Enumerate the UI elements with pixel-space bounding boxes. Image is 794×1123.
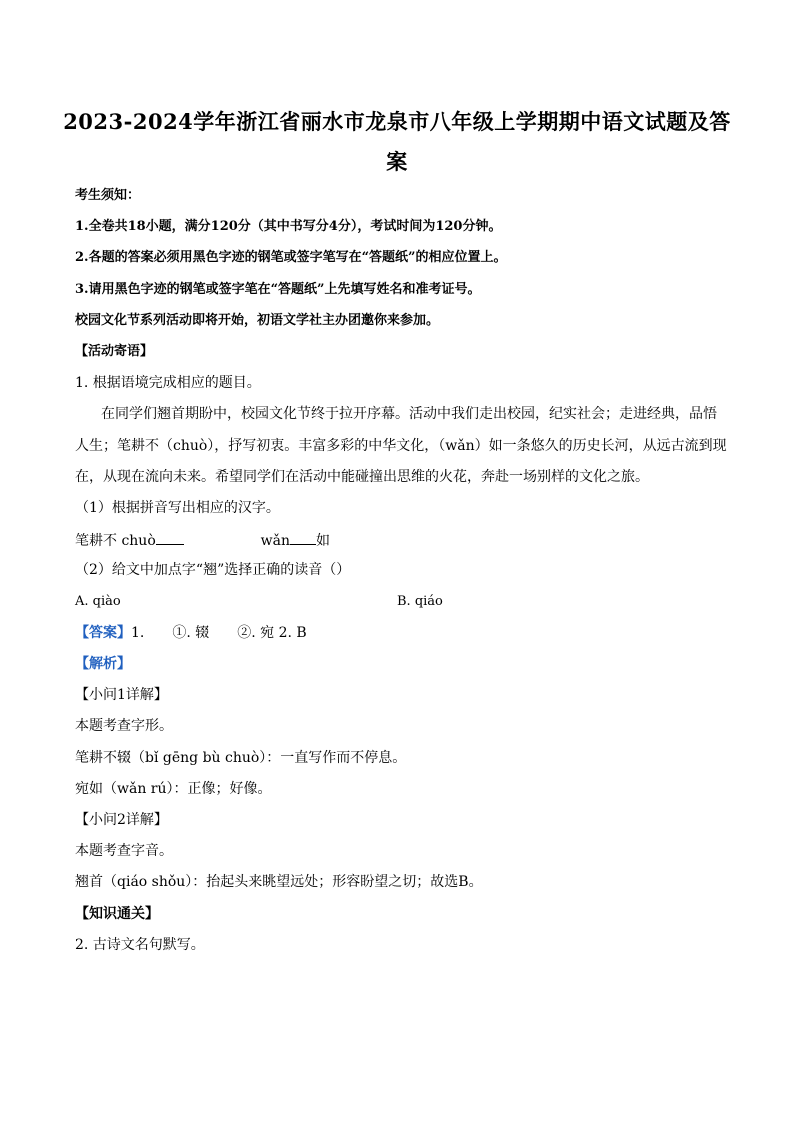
- answer-label: 【答案】: [75, 625, 131, 641]
- fill-blank-b-suffix: 如: [316, 533, 331, 549]
- sub-analysis-2-label: 【小问2详解】: [75, 812, 168, 828]
- sub-analysis-1-line2: 宛如（wǎn rú）：正像；好像。: [75, 781, 272, 797]
- sub-analysis-1-line1: 笔耕不辍（bǐ gēng bù chuò）：一直写作而不停息。: [75, 750, 407, 766]
- option-b: B. qiáo: [397, 594, 443, 609]
- passage-line-1: 在同学们翘首期盼中，校园文化节终于拉开序幕。活动中我们走出校园，纪实社会；走进经典，品悟: [101, 406, 717, 422]
- fill-blank-b[interactable]: [290, 530, 316, 545]
- fill-blank-b-pinyin: wǎn: [260, 533, 291, 549]
- notice-item-3: 3.请用黑色字迹的钢笔或签字笔在“答题纸”上先填写姓名和准考证号。: [75, 282, 481, 297]
- answer-row: [75, 624, 307, 642]
- fill-blank-a[interactable]: [156, 530, 184, 545]
- fill-blank-a-label: 笔耕不 chuò: [75, 533, 156, 549]
- section-heading-activity: 【活动寄语】: [75, 344, 154, 359]
- notice-intro: 校园文化节系列活动即将开始，初语文学社主办团邀你来参加。: [75, 313, 440, 328]
- sub-question-1: （1）根据拼音写出相应的汉字。: [75, 500, 280, 516]
- page-title-line1: 2023-2024学年浙江省丽水市龙泉市八年级上学期期中语文试题及答: [63, 109, 731, 134]
- answer-text: 1. ①. 辍 ②. 宛 2. B: [131, 625, 307, 641]
- analysis-label: 【解析】: [75, 656, 131, 672]
- question-2: 2. 古诗文名句默写。: [75, 937, 205, 953]
- page-title-line2: 案: [386, 149, 408, 174]
- section-heading-knowledge: 【知识通关】: [75, 906, 159, 922]
- sub-analysis-2-line1: 翘首（qiáo shǒu）：抬起头来眺望远处；形容盼望之切；故选B。: [75, 874, 483, 890]
- notice-item-1: 1.全卷共18小题，满分120分（其中书写分4分），考试时间为120分钟。: [75, 219, 502, 234]
- sub-analysis-1-label: 【小问1详解】: [75, 687, 168, 703]
- sub-analysis-1-topic: 本题考查字形。: [75, 718, 173, 734]
- notice-heading: 考生须知：: [75, 188, 141, 203]
- sub-analysis-2-topic: 本题考查字音。: [75, 843, 173, 859]
- notice-item-2: 2.各题的答案必须用黑色字迹的钢笔或签字笔写在“答题纸”的相应位置上。: [75, 250, 507, 265]
- sub-question-2: （2）给文中加点字“翘”选择正确的读音（）: [75, 562, 351, 578]
- passage-line-3: 在，从现在流向未来。希望同学们在活动中能碰撞出思维的火花，奔赴一场别样的文化之旅。: [75, 469, 649, 485]
- option-a: A. qiào: [75, 594, 121, 609]
- passage-line-2: 人生；笔耕不（chuò），抒写初衷。丰富多彩的中华文化，（wǎn）如一条悠久的历史长河，从远古流到现: [75, 438, 727, 454]
- question-1: 1. 根据语境完成相应的题目。: [75, 375, 261, 391]
- fill-blank-row: [75, 530, 330, 550]
